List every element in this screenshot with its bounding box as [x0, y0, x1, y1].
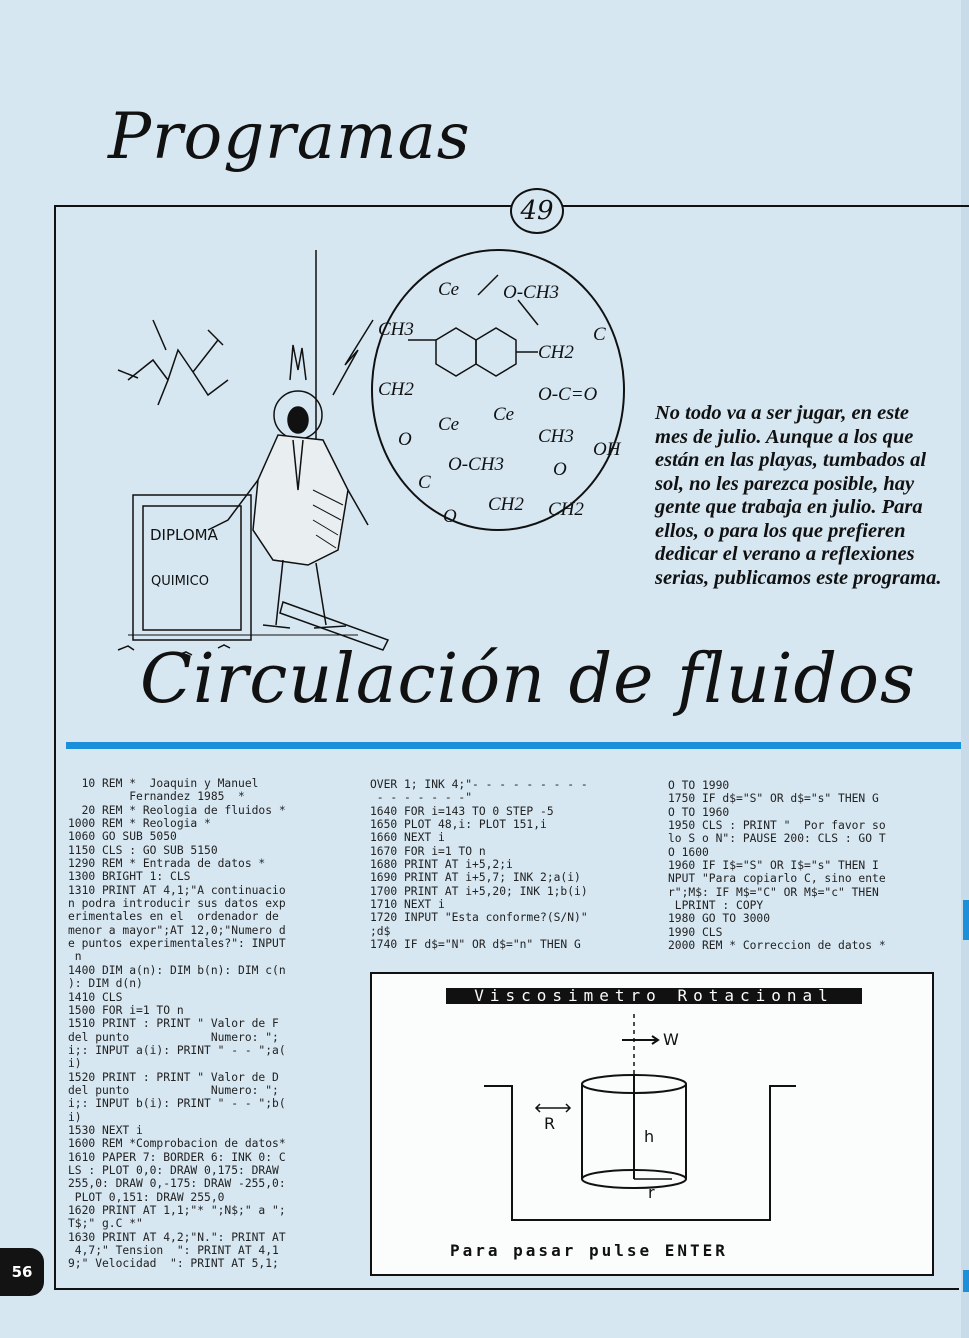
- listing-column-1: 10 REM * Joaquin y Manuel Fernandez 1985 * 20 REM * Reologia de fluidos * 1000 REM * Reologia * 1060 GO SUB 5050 1150 CLS : GO SUB 5150 1290 REM * Entrada de datos * 1300 BRIGHT 1: CLS 1310 PRINT AT 4,1;"A continuacio n podra introducir sus datos exp erimentales en el ordenador de menor a mayor";AT 12,0;"Numero d e puntos experimentales?": INPUT n 1400 DIM a(n): DIM b(n): DIM c(n ): DIM d(n) 1410 CLS 1500 FOR i=1 TO n 1510 PRINT : PRINT " Valor de F del punto Numero: "; i;: INPUT a(i): PRINT " - - ";a( i) 1520 PRINT : PRINT " Valor de D del punto Numero: "; i;: INPUT b(i): PRINT " - - ";b( i) 1530 NEXT i 1600 REM *Comprobacion de datos* 1610 PAPER 7: BORDER 6: INK 0: C LS : PLOT 0,0: DRAW 0,175: DRAW 255,0: DRAW 0,-175: DRAW -255,0: PLOT 0,151: DRAW 255,0 1620 PRINT AT 1,1;"* ";N$;" a "; T$;" g.C *" 1630 PRINT AT 4,2;"N.": PRINT AT 4,7;" Tension ": PRINT AT 4,1 9;" Velocidad ": PRINT AT 5,1;: [68, 777, 286, 1271]
- formula-ce-mid: Ce: [438, 414, 460, 435]
- formula-ch3-left: CH3: [378, 319, 414, 340]
- diploma-subject: QUIMICO: [151, 574, 209, 589]
- formula-c-right: C: [593, 324, 606, 345]
- formula-ch2-bottom: CH2: [488, 494, 524, 515]
- program-screenshot: [370, 972, 934, 1276]
- formula-o-bottom: O: [553, 459, 567, 480]
- issue-number-badge: 49: [510, 188, 564, 234]
- formula-o-left: O: [398, 429, 412, 450]
- formula-oh: OH: [593, 439, 621, 460]
- label-w: W: [663, 1030, 679, 1049]
- edge-mark-top: [963, 900, 969, 940]
- formula-o-lowest: O: [443, 506, 457, 527]
- formula-c-bottom: C: [418, 472, 431, 493]
- formula-o-ch3-bottom: O-CH3: [448, 454, 504, 475]
- page-edge: [961, 0, 969, 1338]
- frame-left-rule: [54, 205, 56, 1290]
- screen-banner: Viscosimetro Rotacional: [474, 986, 834, 1005]
- formula-o-ch3-top: O-CH3: [503, 282, 559, 303]
- viscometer-diagram: [372, 974, 932, 1274]
- formula-ce-mid-right: Ce: [493, 404, 515, 425]
- formula-ch2-right: CH2: [538, 342, 574, 363]
- label-r: r: [648, 1183, 655, 1202]
- chemist-cartoon-illustration: [58, 230, 638, 670]
- formula-ch2-left: CH2: [378, 379, 414, 400]
- frame-bottom-rule: [54, 1288, 959, 1290]
- formula-ch3-mid: CH3: [538, 426, 574, 447]
- formula-o-c-o: O-C=O: [538, 384, 598, 405]
- section-title: Programas: [108, 100, 471, 174]
- screen-footer: Para pasar pulse ENTER: [450, 1241, 728, 1260]
- edge-mark-bottom: [963, 1270, 969, 1292]
- formula-ce-top: Ce: [438, 279, 460, 300]
- accent-rule: [66, 742, 961, 749]
- intro-paragraph: No todo va a ser jugar, en este mes de julio. Aunque a los que están en las playas, tumbados al sol, no les parezca posible, hay gente que trabaja en julio. Para ellos, o para los que prefieren dedicar el verano a reflexiones serias, publicamos este programa.: [655, 402, 942, 589]
- listing-column-3: O TO 1990 1750 IF d$="S" OR d$="s" THEN G O TO 1960 1950 CLS : PRINT " Por favor so lo S o N": PAUSE 200: CLS : GO T O 1600 1960 IF I$="S" OR I$="s" THEN I NPUT "Para copiarlo C, sino ente r";M$: IF M$="C" OR M$="c" THEN LPRINT : COPY 1980 GO TO 3000 1990 CLS 2000 REM * Correccion de datos *: [668, 779, 886, 953]
- formula-ch2-bottom-right: CH2: [548, 499, 584, 520]
- page-number: 56: [0, 1248, 44, 1296]
- diploma-title: DIPLOMA: [150, 526, 218, 544]
- label-h: h: [644, 1127, 655, 1146]
- article-title: Circulación de fluidos: [140, 640, 916, 719]
- label-R: R: [544, 1114, 556, 1133]
- listing-column-2: OVER 1; INK 4;"- - - - - - - - - - - - - - - -" 1640 FOR i=143 TO 0 STEP -5 1650 PLOT 48,i: PLOT 151,i 1660 NEXT i 1670 FOR i=1 TO n 1680 PRINT AT i+5,2;i 1690 PRINT AT i+5,7; INK 2;a(i) 1700 PRINT AT i+5,20; INK 1;b(i) 1710 NEXT i 1720 INPUT "Esta conforme?(S/N)" ;d$ 1740 IF d$="N" OR d$="n" THEN G: [370, 778, 588, 952]
